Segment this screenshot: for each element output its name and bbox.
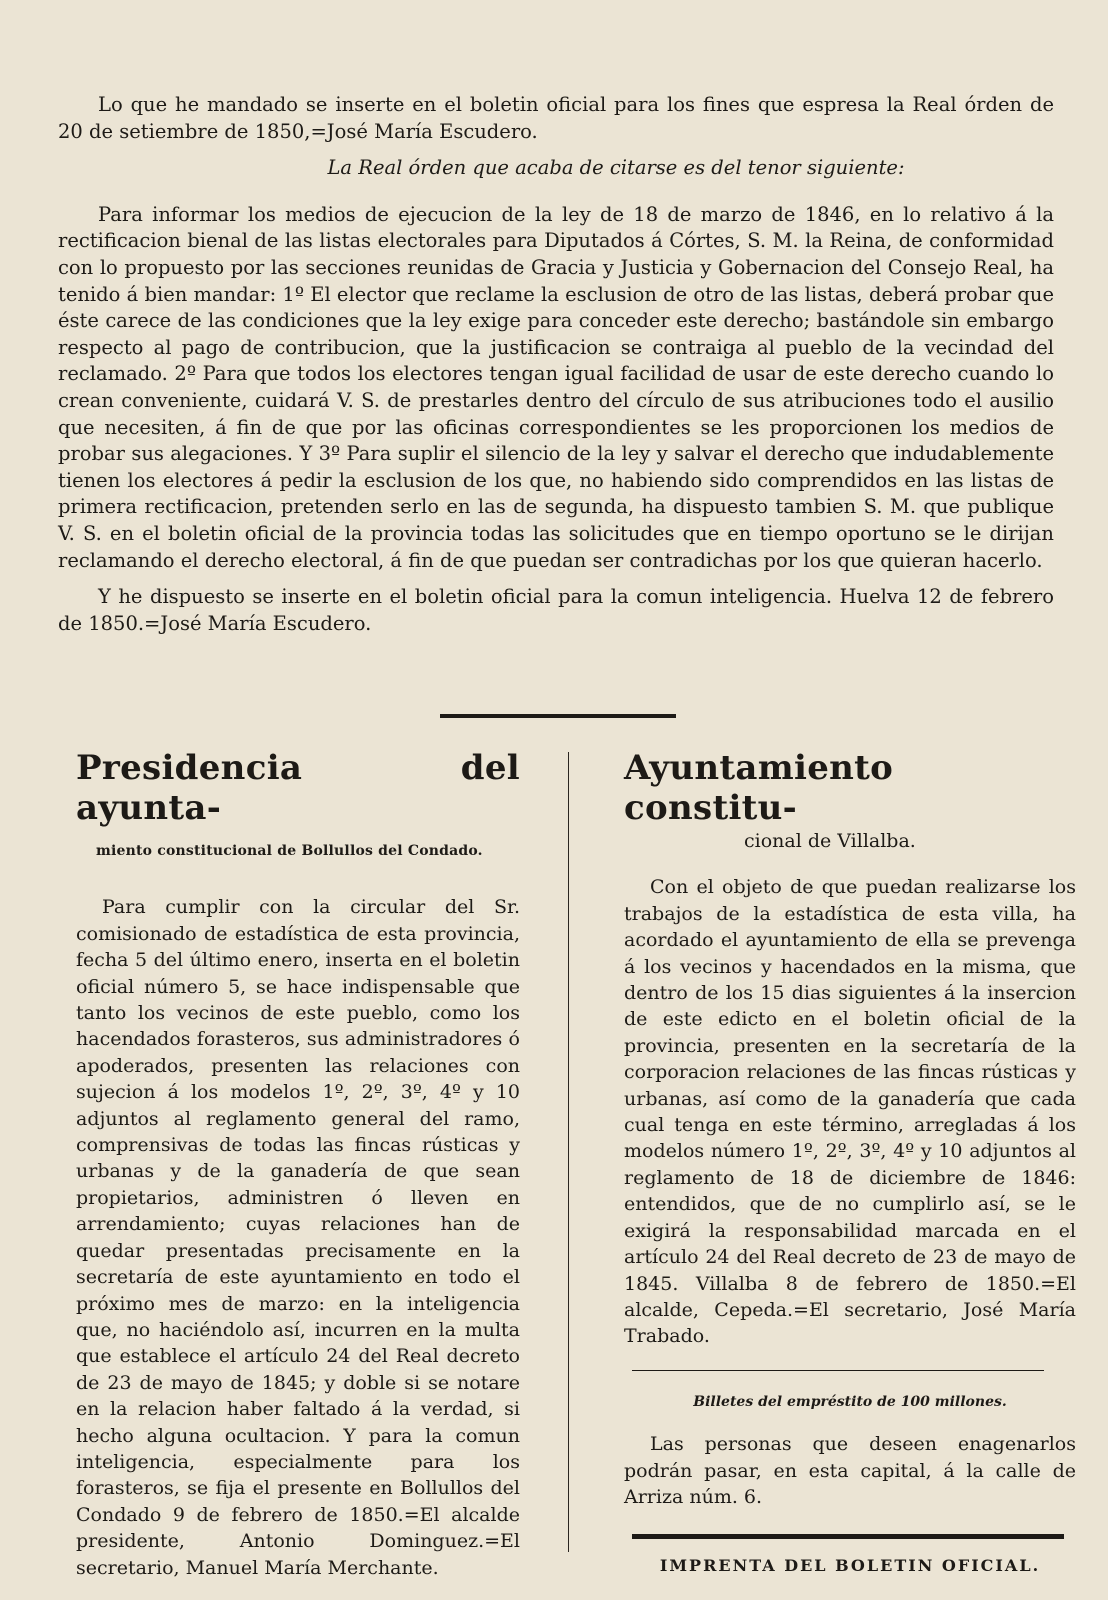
left-column-body: Para cumplir con la circular del Sr. comisionado de estadística de esta provincia, fecha 5 del último enero, inserta en el boletin oficial número 5, se hace indispensable que tanto los vecinos de este pueblo, como los hacendados forasteros, sus administradores ó apoderados, presenten las relaciones con sujecion á los modelos 1º, 2º, 3º, 4º y 10 adjuntos al reglamento general del ramo, comprensivas de todas las fincas rústicas y urbanas y de la ganadería de que sean propietarios, administren ó lleven en arrendamiento; cuyas relaciones han de quedar presentadas precisamente en la secretaría de este ayuntamiento en todo el próximo mes de marzo: en la inteligencia que, no haciéndolo así, incurren en la multa que establece el artículo 24 del Real decreto de 23 de mayo de 1845; y doble si se notare en la relacion haber faltado á la verdad, si hecho alguna ocultacion. Y para la comun inteligencia, especialmente para los forasteros, se fija el presente en Bollullos del Condado 9 de febrero de 1850.=El alcalde presidente, Antonio Dominguez.=El secretario, Manuel María Merchante. — [76, 896, 520, 1579]
intro-paragraph: Lo que he mandado se inserte en el boletin oficial para los fines que espresa la Real órden de 20 de setiembre de 1850,=José María Escudero. — [58, 93, 1054, 143]
imprenta-footer: IMPRENTA DEL BOLETIN OFICIAL. — [659, 1556, 1041, 1576]
left-column-title: Presidencia del ayunta- — [76, 748, 520, 828]
right-column-rule — [632, 1370, 1044, 1371]
right-column — [624, 748, 1076, 1580]
real-orden-heading: La Real órden que acaba de citarse es del tenor siguiente: — [327, 156, 905, 180]
billetes-body: Las personas que deseen enagenarlos podrán pasar, en esta capital, á la calle de Arriza núm. 6. — [624, 1433, 1076, 1508]
section-divider — [440, 714, 676, 718]
right-column-title: Ayuntamiento constitu- — [624, 748, 894, 828]
top-section — [58, 92, 1054, 637]
left-column — [76, 748, 520, 1581]
right-column-subtitle: cional de Villalba. — [744, 830, 916, 852]
real-orden-body: Para informar los medios de ejecucion de la ley de 18 de marzo de 1846, en lo relativo á la rectificacion bienal de las listas electorales para Diputados á Córtes, S. M. la Reina, de conformidad con lo propuesto por las secciones reunidas de Gracia y Justicia y Gobernacion del Consejo Real, ha tenido á bien mandar: 1º El elector que reclame la esclusion de otro de las listas, deberá probar que éste carece de las condiciones que la ley exige para conceder este derecho; bastándole sin embargo respecto al pago de contribucion, que la justificacion se contraiga al pueblo de la vecindad del reclamado. 2º Para que todos los electores tengan igual facilidad de usar de este derecho cuando lo crean conveniente, cuidará V. S. de prestarles dentro del círculo de sus atribuciones todo el ausilio que necesiten, á fin de que por las oficinas correspondientes se les proporcionen los medios de probar sus alegaciones. Y 3º Para suplir el silencio de la ley y salvar el derecho que indudablemente tienen los electores á pedir la esclusion de los que, no habiendo sido comprendidos en las listas de primera rectificacion, pretenden serlo en las de segunda, ha dispuesto tambien S. M. que publique V. S. en el boletin oficial de la provincia todas las solicitudes que en tiempo oportuno se le dirijan reclamando el derecho electoral, á fin de que puedan ser contradichas por los que quieran hacerlo. — [58, 202, 1054, 572]
closing-paragraph: Y he dispuesto se inserte en el boletin oficial para la comun inteligencia. Huelva 12 de febrero de 1850.=José María Escudero. — [58, 585, 1054, 635]
column-divider — [568, 752, 569, 1552]
billetes-heading: Billetes del empréstito de 100 millones. — [693, 1393, 1007, 1410]
left-column-subtitle: miento constitucional de Bollullos del Condado. — [96, 843, 483, 859]
footer-divider — [632, 1534, 1064, 1539]
right-column-body: Con el objeto de que puedan realizarse los trabajos de la estadística de esta villa, ha acordado el ayuntamiento de ella se prevenga á los vecinos y hacendados en la misma, que dentro de los 15 dias siguientes á la insercion de este edicto en el boletin oficial de la provincia, presenten en la secretaría de la corporacion relaciones de las fincas rústicas y urbanas, así como de la ganadería que cada cual tenga en este término, arregladas á los modelos número 1º, 2º, 3º, 4º y 10 adjuntos al reglamento de 18 de diciembre de 1846: entendidos, que de no cumplirlo así, se le exigirá la responsabilidad marcada en el artículo 24 del Real decreto de 23 de mayo de 1845. Villalba 8 de febrero de 1850.=El alcalde, Cepeda.=El secretario, José María Trabado. — [624, 876, 1076, 1348]
